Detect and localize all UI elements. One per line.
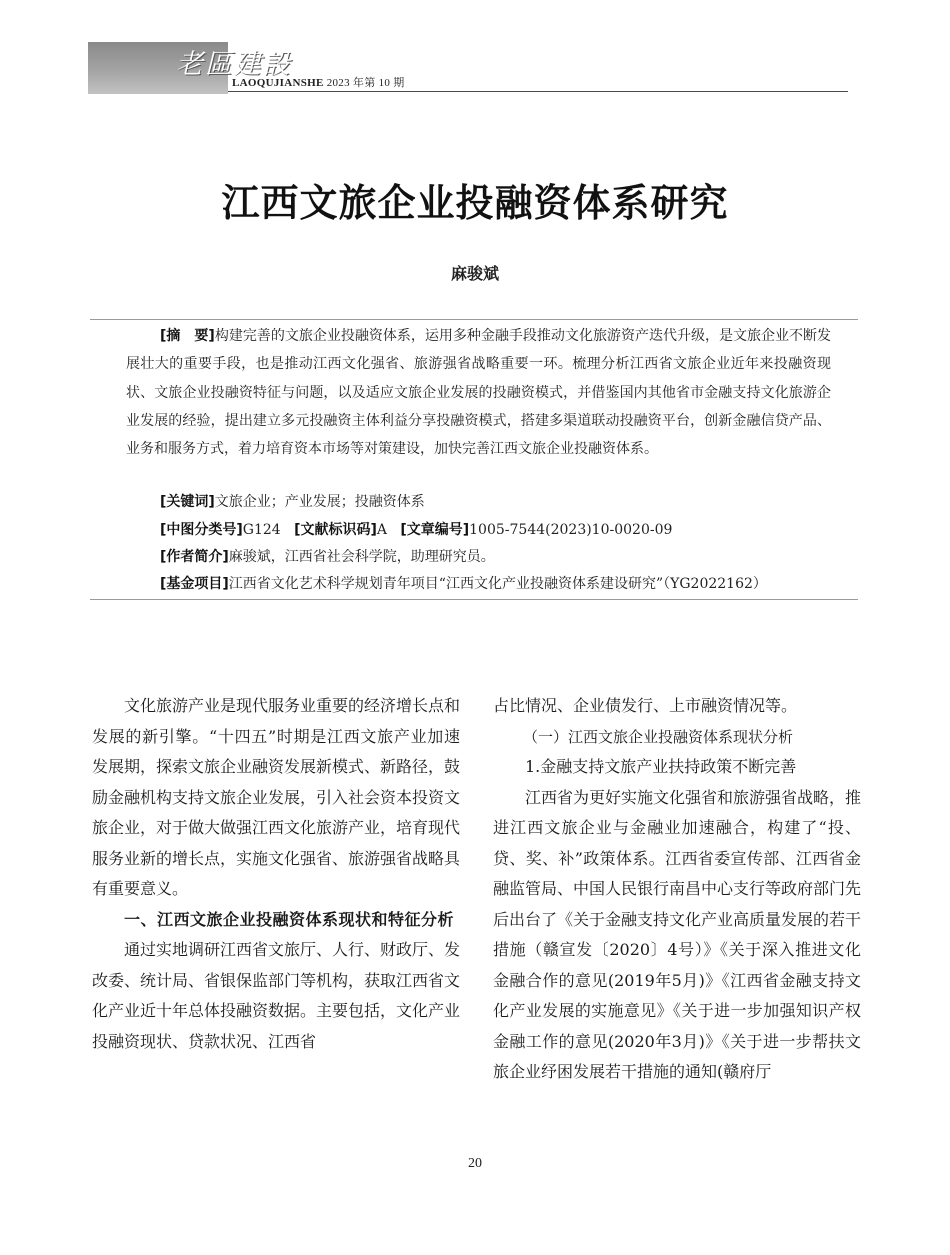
classification [160,519,860,539]
article-title: 江西文旅企业投融资体系研究 [221,180,729,225]
author-intro-text: 麻骏斌，江西省社会科学院，助理研究员。 [228,549,495,565]
subsection-1-heading: （一）江西文旅企业投融资体系现状分析 [523,727,794,746]
author-intro-label: [作者简介] [160,549,229,565]
item-1-heading: 1.金融支持文旅产业扶持政策不断完善 [525,757,797,776]
clc-value: G124 [242,522,281,538]
abstract-bottom-rule [90,599,858,600]
article-number-label: [文章编号] [400,522,470,538]
journal-logo: 老區建設 [176,49,292,80]
keywords-text: 文旅企业；产业发展；投融资体系 [214,494,425,510]
keywords [160,491,860,511]
article-author: 麻骏斌 [450,264,499,283]
abstract-text: 构建完善的文旅企业投融资体系，运用多种金融手段推动文化旅游资产迭代升级，是文旅企业不断发展壮大的重要手段，也是推动江西文化强省、旅游强省战略重要一环。梳理分析江西省文旅企业近年来投融资现状、文旅企业投融资特征与问题，以及适应文旅企业发展的投融资模式，并借鉴国内其他省市金融支持文化旅游企业发展的经验，提出建立多元投融资主体利益分享投融资模式，搭建多渠道联动投融资平台，创新金融信贷产品、业务和服务方式，着力培育资本市场等对策建设，加快完善江西文旅企业投融资体系。 [126,328,832,458]
body-right-column [493,691,861,1088]
fund-project [160,573,860,593]
clc-label: [中图分类号] [160,522,243,538]
article-number-value: 1005-7544(2023)10-0020-09 [469,522,673,538]
continued-paragraph: 占比情况、企业债发行、上市融资情况等。 [493,696,798,715]
abstract-label: [摘 要] [160,328,215,344]
author-intro [160,546,860,566]
policy-paragraph: 江西省为更好实施文化强省和旅游强省战略，推进江西文旅企业与金融业加速融合，构建了“投、贷、奖、补”政策体系。江西省委宣传部、江西省金融监管局、中国人民银行南昌中心支行等政府部门先后出台了《关于金融支持文化产业高质量发展的若干措施（赣宣发〔2020〕4号）》《关于深入推进文化金融合作的意见(2019年5月)》《江西省金融支持文化产业发展的实施意见》《关于进一步加强知识产权金融工作的意见(2020年3月)》《关于进一步帮扶文旅企业纾困发展若干措施的通知(赣府厅 [493,787,862,1081]
header-rule [228,91,848,92]
keywords-label: [关键词] [160,494,215,510]
abstract-top-rule [90,319,858,320]
fund-text: 江西省文化艺术科学规划青年项目“江西文化产业投融资体系建设研究”（YG2022162） [228,576,767,592]
fund-label: [基金项目] [160,576,229,592]
page-number: 20 [468,1156,482,1171]
abstract [126,322,831,463]
doc-code-label: [文献标识码] [294,522,377,538]
section-1-heading: 一、江西文旅企业投融资体系现状和特征分析 [124,909,455,929]
doc-code-value: A [376,522,387,538]
publication-info [232,74,405,90]
intro-paragraph: 文化旅游产业是现代服务业重要的经济增长点和发展的新引擎。“十四五”时期是江西文旅产业加速发展期，探索文旅企业融资发展新模式、新路径，鼓励金融机构支持文旅企业发展，引入社会资本投资文旅企业，对于做大做强江西文化旅游产业，培育现代服务业新的增长点，实施文化强省、旅游强省战略具有重要意义。 [92,696,461,898]
issue-number: 2023 年第 10 期 [326,77,405,89]
section-1-paragraph: 通过实地调研江西省文旅厅、人行、财政厅、发改委、统计局、省银保监部门等机构，获取江西省文化产业近十年总体投融资数据。主要包括，文化产业投融资现状、贷款状况、江西省 [92,940,461,1051]
body-left-column [92,691,460,1057]
publication-latin: LAOQUJIANSHE [232,77,324,89]
